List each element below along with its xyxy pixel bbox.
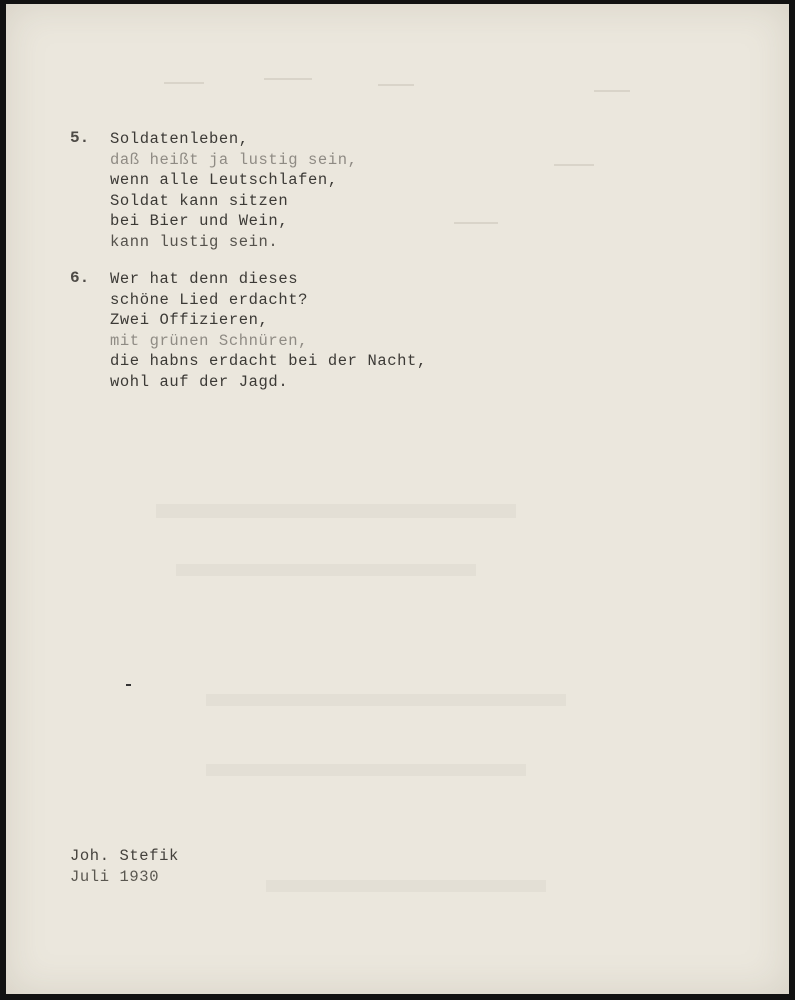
show-through-staff-mark (164, 82, 204, 84)
stanza-number: 6. (70, 269, 90, 287)
show-through-block (206, 694, 566, 706)
verse-line: schöne Lied erdacht? (110, 290, 309, 309)
document-date: Juli 1930 (70, 867, 160, 886)
verse-line: wohl auf der Jagd. (110, 372, 289, 391)
author-name: Joh. Stefik (70, 847, 179, 865)
stanza-lines (110, 269, 427, 392)
show-through-staff-mark (594, 90, 630, 92)
stanza-lines (110, 129, 358, 252)
verse-line: kann lustig sein. (110, 232, 279, 251)
verse-line: bei Bier und Wein, (110, 212, 289, 230)
signature-block (70, 846, 179, 887)
document-page (6, 4, 789, 994)
verse-line: daß heißt ja lustig sein, (110, 150, 358, 169)
verse-line: die habns erdacht bei der Nacht, (110, 352, 427, 370)
ink-speck (126, 684, 131, 686)
verse-line: Wer hat denn dieses (110, 270, 299, 288)
verse-line: Soldatenleben, (110, 130, 249, 148)
show-through-block (176, 564, 476, 576)
stanza-number: 5. (70, 129, 90, 147)
show-through-block (206, 764, 526, 776)
verse-line: wenn alle Leutschlafen, (110, 171, 338, 189)
show-through-staff-mark (454, 222, 498, 224)
show-through-staff-mark (378, 84, 414, 86)
show-through-staff-mark (264, 78, 312, 80)
show-through-staff-mark (554, 164, 594, 166)
show-through-block (156, 504, 516, 518)
verse-line: Soldat kann sitzen (110, 191, 289, 210)
verse-line: Zwei Offizieren, (110, 311, 269, 329)
verse-line: mit grünen Schnüren, (110, 331, 309, 350)
show-through-block (266, 880, 546, 892)
